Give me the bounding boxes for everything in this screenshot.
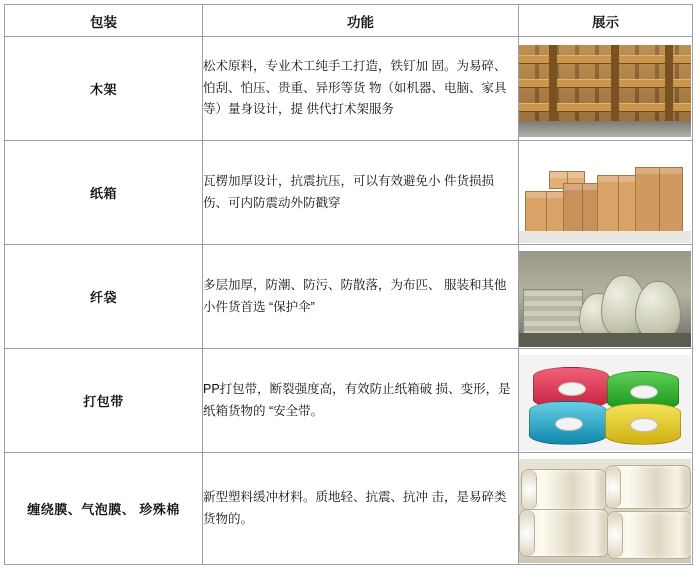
packaging-name: 缠绕膜、气泡膜、 珍殊棉 bbox=[5, 453, 203, 565]
packaging-display-cell bbox=[519, 37, 693, 141]
stretch-film-rolls-photo bbox=[519, 459, 691, 563]
packaging-name: 打包带 bbox=[5, 349, 203, 453]
column-header-packaging: 包装 bbox=[5, 5, 203, 37]
packaging-function: PP打包带，断裂强度高，有效防止纸箱破 损、变形，是纸箱货物的 “安全带。 bbox=[203, 349, 519, 453]
packaging-function: 松术原料，专业术工纯手工打造，铁钉加 固。为易碎、怕刮、怕压、贵重、异形等货 物（如机器、电脑、家具等）量身设计，提 供代打术架服务 bbox=[203, 37, 519, 141]
packaging-name: 纸箱 bbox=[5, 141, 203, 245]
packaging-display-cell bbox=[519, 349, 693, 453]
packaging-display-cell bbox=[519, 245, 693, 349]
strapping-reels-photo bbox=[519, 355, 691, 451]
table-row bbox=[5, 141, 693, 245]
carton-boxes-photo bbox=[519, 147, 691, 243]
packaging-name: 纤袋 bbox=[5, 245, 203, 349]
packaging-table bbox=[4, 4, 693, 565]
packaging-display-cell bbox=[519, 141, 693, 245]
column-header-display: 展示 bbox=[519, 5, 693, 37]
table-row bbox=[5, 349, 693, 453]
wooden-crate-photo bbox=[519, 45, 691, 137]
table-row bbox=[5, 453, 693, 565]
table-row bbox=[5, 245, 693, 349]
packaging-function: 瓦楞加厚设计，抗震抗压，可以有效避免小 件货损损伤、可内防震动外防戳穿 bbox=[203, 141, 519, 245]
table-row bbox=[5, 37, 693, 141]
packaging-function: 新型塑料缓冲材料。质地轻、抗震、抗冲 击，是易碎类货物的。 bbox=[203, 453, 519, 565]
column-header-function: 功能 bbox=[203, 5, 519, 37]
woven-bags-photo bbox=[519, 251, 691, 347]
packaging-function: 多层加厚，防潮、防污、防散落，为布匹、 服装和其他小件货首选 “保护伞” bbox=[203, 245, 519, 349]
packaging-display-cell bbox=[519, 453, 693, 565]
table-header-row bbox=[5, 5, 693, 37]
packaging-name: 木架 bbox=[5, 37, 203, 141]
